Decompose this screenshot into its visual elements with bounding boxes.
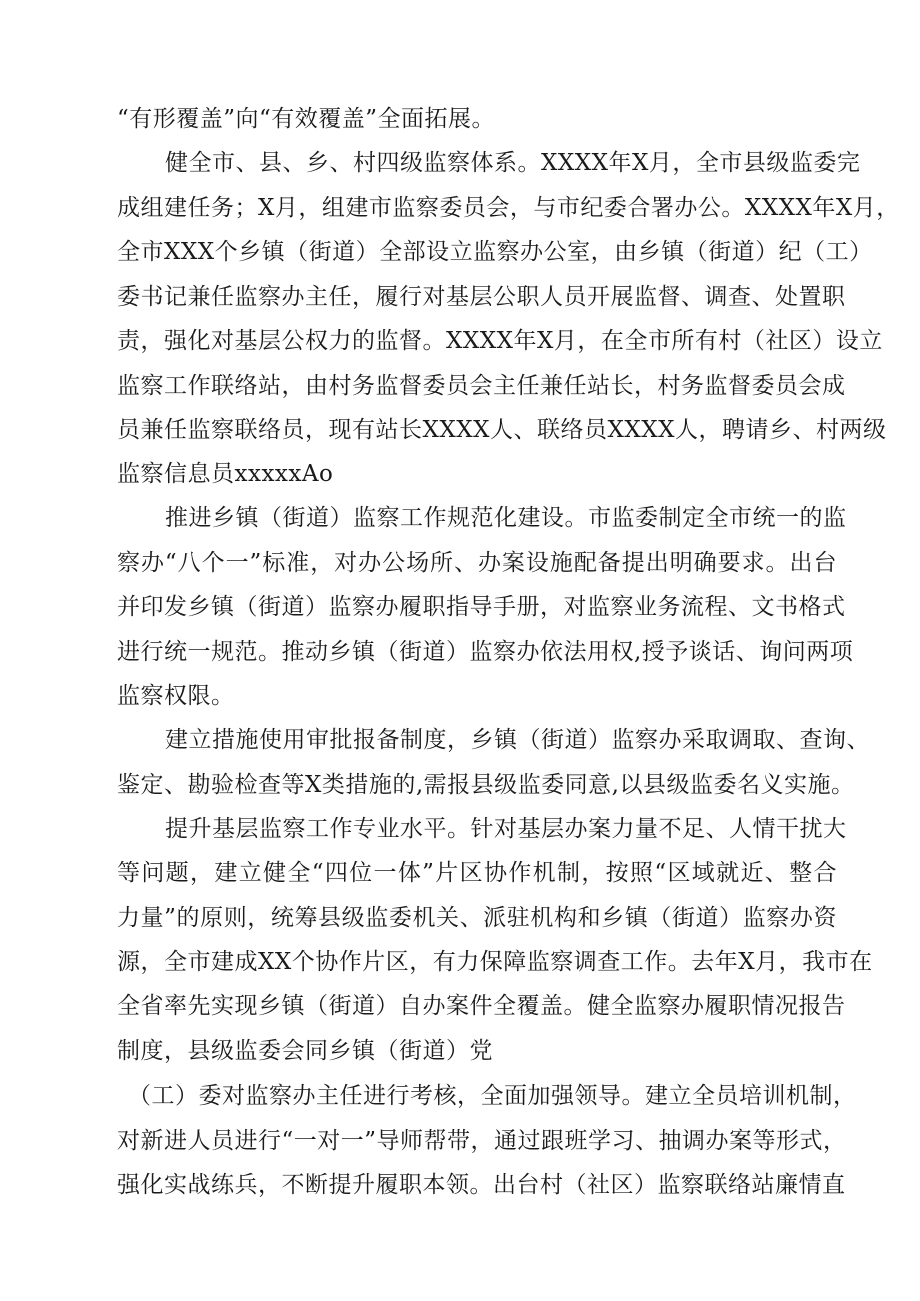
text-line: 委书记兼任监察办主任，履行对基层公职人员开展监督、调查、处置职 bbox=[117, 284, 846, 310]
text-line: 全市XXX个乡镇（街道）全部设立监察办公室，由乡镇（街道）纪（工） bbox=[117, 239, 873, 265]
text-line: 监察权限。 bbox=[117, 683, 235, 709]
text-line: 察办“八个一”标准，对办公场所、办案设施配备提出明确要求。出台 bbox=[117, 550, 837, 576]
text-line: 全省率先实现乡镇（街道）自办案件全覆盖。健全监察办履职情况报告 bbox=[117, 993, 846, 1019]
text-line: 员兼任监察联络员，现有站长XXXX人、联络员XXXX人，聘请乡、村两级 bbox=[117, 417, 887, 443]
text-line: 制度，县级监委会同乡镇（街道）党 bbox=[117, 1038, 493, 1064]
paragraph-first-line: 推进乡镇（街道）监察工作规范化建设。市监委制定全市统一的监 bbox=[165, 505, 847, 531]
text-line: 进行统一规范。推动乡镇（街道）监察办依法用权,授予谈话、询问两项 bbox=[117, 639, 854, 665]
paragraph-first-line: 健全市、县、乡、村四级监察体系。XXXX年X月，全市县级监委完 bbox=[165, 150, 861, 176]
text-line: 责，强化对基层公权力的监督。XXXX年X月，在全市所有村（社区）设立 bbox=[117, 328, 883, 354]
text-line: 鉴定、勘验检查等X类措施的,需报县级监委同意,以县级监委名义实施。 bbox=[117, 772, 855, 798]
text-line: “有形覆盖”向“有效覆盖”全面拓展。 bbox=[117, 106, 496, 132]
text-line: （工）委对监察办主任进行考核，全面加强领导。建立全员培训机制， bbox=[128, 1083, 857, 1109]
paragraph-first-line: 提升基层监察工作专业水平。针对基层办案力量不足、人情干扰大 bbox=[165, 816, 847, 842]
text-line: 对新进人员进行“一对一”导师帮带，通过跟班学习、抽调办案等形式， bbox=[117, 1128, 847, 1154]
text-line: 力量”的原则，统筹县级监委机关、派驻机构和乡镇（街道）监察办资 bbox=[117, 905, 837, 931]
text-line: 强化实战练兵，不断提升履职本领。出台村（社区）监察联络站廉情直 bbox=[117, 1172, 846, 1198]
text-line: 成组建任务；X月，组建市监察委员会，与市纪委合署办公。XXXX年X月， bbox=[117, 195, 900, 221]
text-line: 源，全市建成XX个协作片区，有力保障监察调查工作。去年X月，我市在 bbox=[117, 949, 873, 975]
text-line: 等问题，建立健全“四位一体”片区协作机制，按照“区域就近、整合 bbox=[117, 860, 837, 886]
text-line: 监察信息员xxxxxAo bbox=[117, 461, 334, 487]
paragraph-first-line: 建立措施使用审批报备制度，乡镇（街道）监察办采取调取、查询、 bbox=[165, 727, 870, 753]
text-line: 监察工作联络站，由村务监督委员会主任兼任站长，村务监督委员会成 bbox=[117, 373, 846, 399]
text-line: 并印发乡镇（街道）监察办履职指导手册，对监察业务流程、文书格式 bbox=[117, 594, 846, 620]
